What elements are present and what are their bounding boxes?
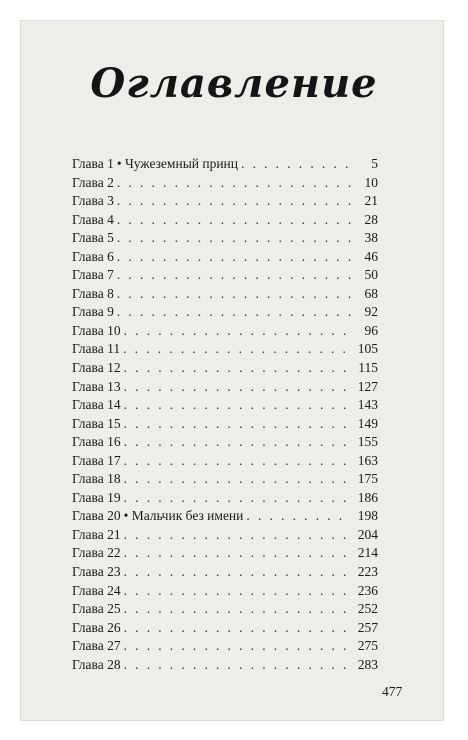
dot-leader (241, 155, 351, 174)
chapter-label: Глава 5 (72, 230, 114, 246)
toc-entry (72, 359, 378, 378)
toc-entry (72, 229, 378, 248)
chapter-label: Глава 1 (72, 156, 114, 171)
dot-leader (123, 340, 351, 359)
dot-leader (124, 470, 351, 489)
toc-entry (72, 248, 378, 267)
dot-leader (124, 582, 351, 601)
chapter-label: Глава 9 (72, 304, 114, 320)
dot-leader (124, 489, 351, 508)
chapter-title: • Мальчик без имени (123, 508, 244, 524)
chapter-label: Глава 6 (72, 248, 114, 264)
toc-entry (72, 192, 378, 211)
page-number: 477 (382, 684, 403, 699)
chapter-title: • Чужеземный принц (116, 156, 239, 171)
chapter-label: Глава 23 (72, 564, 121, 580)
chapter-label: Глава 14 (72, 397, 121, 413)
dot-leader (124, 396, 351, 415)
toc-entry (72, 563, 378, 582)
toc-entry (72, 489, 378, 508)
chapter-page-number: 21 (364, 193, 378, 209)
chapter-label: Глава 10 (72, 322, 121, 338)
table-of-contents (72, 155, 378, 674)
chapter-page-number: 115 (358, 360, 378, 376)
toc-entry (72, 600, 378, 619)
chapter-label: Глава 17 (72, 452, 121, 468)
toc-entry (72, 303, 378, 322)
chapter-page-number: 175 (357, 471, 378, 487)
chapter-label: Глава 28 (72, 656, 121, 672)
dot-leader (117, 192, 351, 211)
toc-entry (72, 544, 378, 563)
toc-entry (72, 211, 378, 230)
chapter-page-number: 155 (357, 434, 378, 450)
dot-leader (117, 211, 351, 230)
toc-entry (72, 582, 378, 601)
chapter-page-number: 46 (364, 248, 378, 264)
toc-entry (72, 507, 378, 526)
toc-entry (72, 470, 378, 489)
toc-entry (72, 266, 378, 285)
dot-leader (117, 174, 351, 193)
toc-entry (72, 340, 378, 359)
dot-leader (124, 452, 351, 471)
chapter-page-number: 163 (357, 452, 378, 468)
toc-entry (72, 433, 378, 452)
dot-leader (124, 544, 351, 563)
toc-entry (72, 526, 378, 545)
chapter-label: Глава 11 (72, 341, 121, 357)
chapter-page-number: 92 (364, 304, 378, 320)
chapter-page-number: 149 (357, 415, 378, 431)
chapter-label: Глава 13 (72, 378, 121, 394)
chapter-label: Глава 22 (72, 545, 121, 561)
dot-leader (124, 656, 351, 675)
toc-entry (72, 155, 378, 174)
chapter-label: Глава 3 (72, 193, 114, 209)
chapter-page-number: 186 (357, 489, 378, 505)
chapter-label: Глава 25 (72, 601, 121, 617)
chapter-page-number: 10 (364, 174, 378, 190)
chapter-page-number: 252 (357, 601, 378, 617)
chapter-label: Глава 4 (72, 211, 114, 227)
chapter-label: Глава 15 (72, 415, 121, 431)
toc-entry (72, 396, 378, 415)
chapter-label: Глава 12 (72, 360, 121, 376)
chapter-page-number: 283 (357, 656, 378, 672)
chapter-page-number: 275 (357, 638, 378, 654)
dot-leader (124, 563, 351, 582)
dot-leader (124, 637, 351, 656)
dot-leader (117, 303, 351, 322)
toc-entry (72, 656, 378, 675)
dot-leader (124, 433, 351, 452)
chapter-label: Глава 18 (72, 471, 121, 487)
chapter-label: Глава 24 (72, 582, 121, 598)
chapter-page-number: 127 (357, 378, 378, 394)
chapter-label: Глава 19 (72, 489, 121, 505)
chapter-page-number: 38 (364, 230, 378, 246)
chapter-page-number: 257 (357, 619, 378, 635)
show-through-background (26, 24, 438, 64)
toc-entry (72, 415, 378, 434)
dot-leader (117, 248, 351, 267)
chapter-page-number: 214 (357, 545, 378, 561)
chapter-label: Глава 27 (72, 638, 121, 654)
chapter-page-number: 105 (357, 341, 378, 357)
toc-entry (72, 285, 378, 304)
chapter-page-number: 204 (357, 526, 378, 542)
dot-leader (124, 378, 351, 397)
page-title: Оглавление (90, 60, 378, 107)
toc-entry (72, 452, 378, 471)
chapter-page-number: 198 (357, 508, 378, 524)
chapter-page-number: 28 (364, 211, 378, 227)
toc-entry (72, 378, 378, 397)
chapter-page-number: 50 (364, 267, 378, 283)
dot-leader (124, 619, 351, 638)
chapter-label: Глава 26 (72, 619, 121, 635)
toc-entry (72, 619, 378, 638)
toc-entry (72, 322, 378, 341)
toc-entry (72, 637, 378, 656)
dot-leader (124, 600, 351, 619)
chapter-page-number: 223 (357, 564, 378, 580)
chapter-page-number: 236 (357, 582, 378, 598)
chapter-label: Глава 2 (72, 174, 114, 190)
chapter-label: Глава 8 (72, 285, 114, 301)
dot-leader (124, 526, 351, 545)
chapter-page-number: 68 (364, 285, 378, 301)
chapter-label: Глава 21 (72, 526, 121, 542)
dot-leader (117, 285, 351, 304)
chapter-label: Глава 20 (72, 508, 121, 524)
chapter-label: Глава 7 (72, 267, 114, 283)
dot-leader (124, 322, 351, 341)
chapter-label: Глава 16 (72, 434, 121, 450)
dot-leader (117, 266, 351, 285)
toc-entry (72, 174, 378, 193)
chapter-page-number: 143 (357, 397, 378, 413)
dot-leader (246, 507, 351, 526)
chapter-page-number: 96 (364, 322, 378, 338)
chapter-page-number: 5 (371, 156, 378, 171)
dot-leader (117, 229, 351, 248)
dot-leader (124, 359, 351, 378)
dot-leader (124, 415, 351, 434)
